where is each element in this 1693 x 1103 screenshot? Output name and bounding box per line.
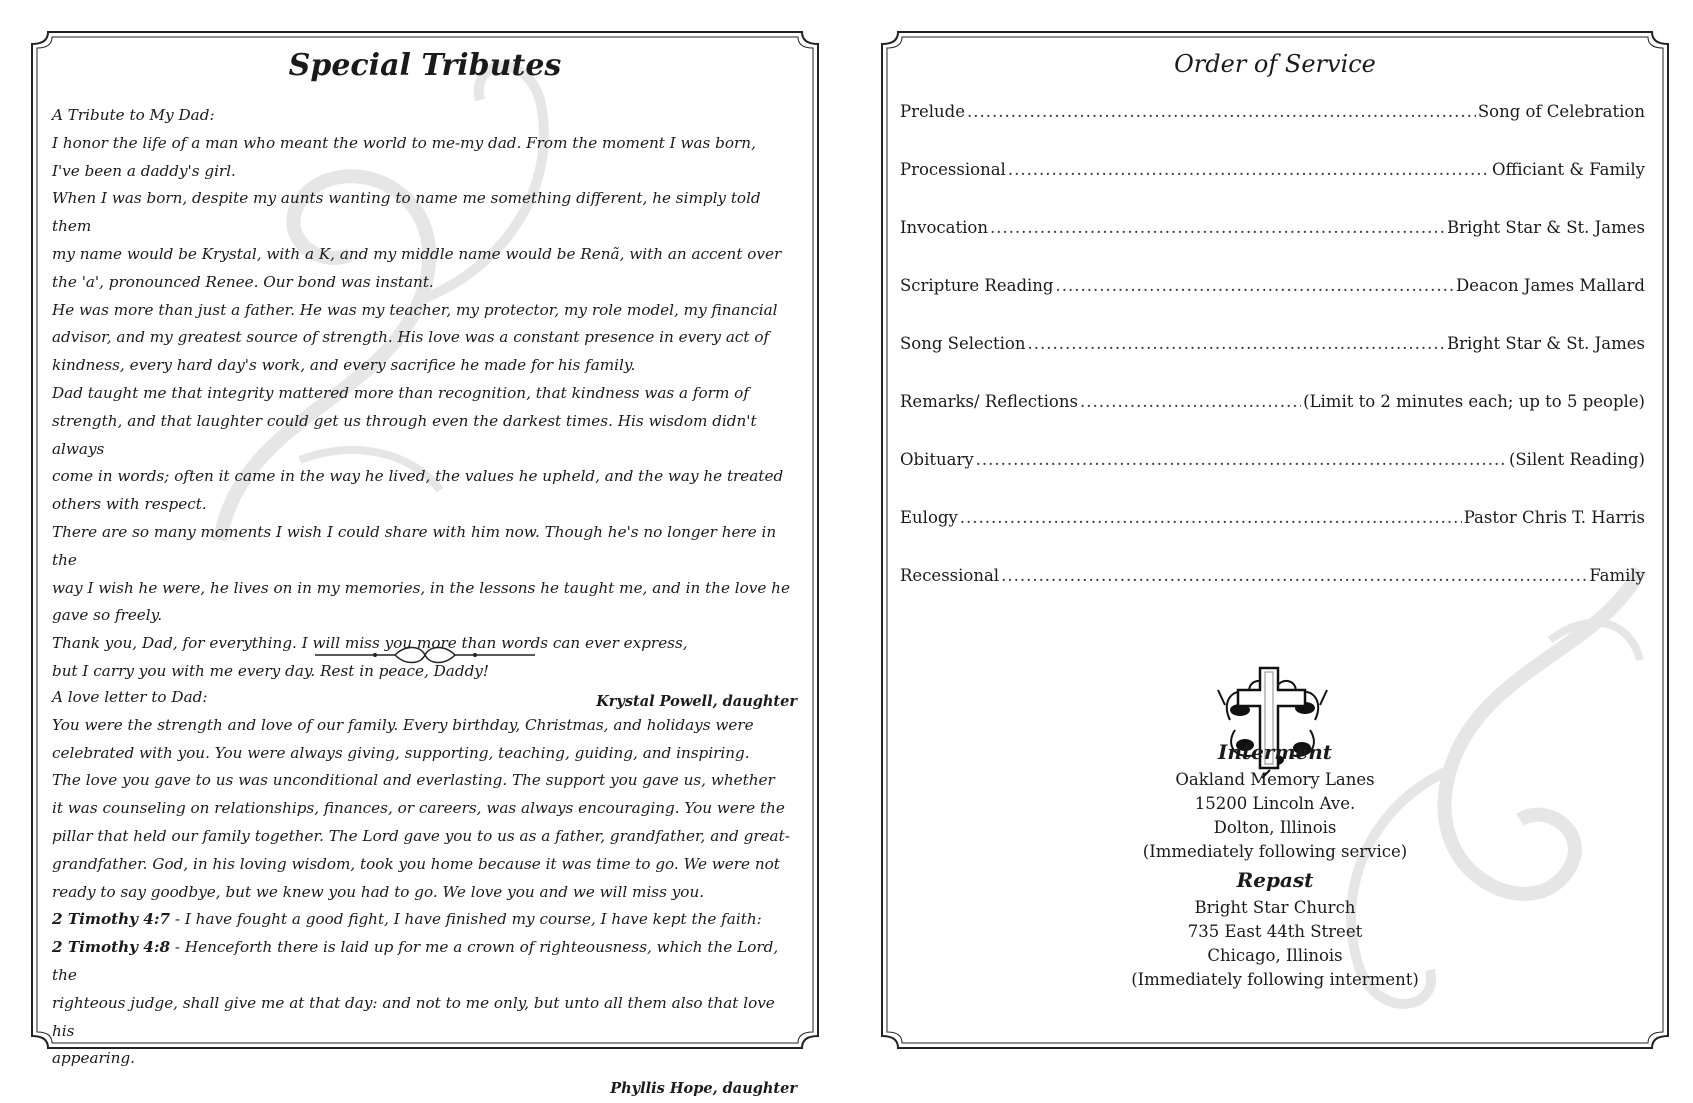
address-line: Chicago, Illinois — [1207, 946, 1343, 965]
tribute-line: the 'a', pronounced Renee. Our bond was instant. — [52, 272, 434, 291]
tribute-love-letter — [52, 684, 797, 1103]
page-title: Special Tributes — [288, 48, 562, 83]
tribute-line: it was counseling on relationships, finances, or careers, was always encouraging. You were the — [52, 799, 785, 818]
verse-reference: 2 Timothy 4:8 — [52, 938, 171, 957]
tribute-line: When I was born, despite my aunts wanting to name me something different, he simply told them — [52, 189, 761, 236]
service-item-value: Deacon James Mallard — [1455, 276, 1645, 295]
address-line: 15200 Lincoln Ave. — [1194, 794, 1356, 813]
tribute-line: gave so freely. — [52, 606, 163, 625]
service-item-label: Recessional — [900, 566, 1000, 585]
address-line: Dolton, Illinois — [1213, 818, 1337, 837]
service-item-value: Officiant & Family — [1491, 160, 1645, 179]
service-item-label: Eulogy — [900, 508, 958, 527]
tribute-line: but I carry you with me every day. Rest in peace, Daddy! — [52, 661, 489, 680]
service-item-label: Remarks/ Reflections — [900, 392, 1078, 411]
service-item-song-selection — [900, 334, 1645, 362]
service-item-value: (Limit to 2 minutes each; up to 5 people) — [1303, 392, 1645, 411]
dot-leader — [1001, 566, 1587, 585]
service-item-label: Song Selection — [900, 334, 1026, 353]
tribute-signature: Phyllis Hope, daughter — [610, 1080, 797, 1098]
tribute-line: Dad taught me that integrity mattered more than recognition, that kindness was a form of — [52, 383, 749, 402]
service-item-value: (Silent Reading) — [1508, 450, 1645, 469]
tribute-heading: A Tribute to My Dad: — [52, 106, 215, 124]
service-item-value: Bright Star & St. James — [1447, 218, 1645, 237]
dot-leader — [967, 102, 1476, 121]
tribute-heading: A love letter to Dad: — [52, 688, 208, 706]
tribute-line: I've been a daddy's girl. — [52, 161, 236, 180]
tribute-line: I honor the life of a man who meant the world to me-my dad. From the moment I was born, — [52, 133, 756, 152]
service-item-label: Scripture Reading — [900, 276, 1054, 295]
service-item-label: Prelude — [900, 102, 965, 121]
dot-leader — [1080, 392, 1301, 411]
verse-reference: 2 Timothy 4:7 — [52, 910, 171, 929]
tribute-line: grandfather. God, in his loving wisdom, took you home because it was time to go. We were not — [52, 854, 780, 873]
service-item-recessional — [900, 566, 1645, 594]
interment-title: Interment — [1217, 740, 1333, 764]
service-item-processional — [900, 160, 1645, 188]
tribute-line: There are so many moments I wish I could share with him now. Though he's no longer here in the — [52, 522, 777, 569]
service-item-eulogy — [900, 508, 1645, 536]
tribute-line: celebrated with you. You were always giving, supporting, teaching, guiding, and inspiring. — [52, 743, 750, 762]
service-item-remarks — [900, 392, 1645, 420]
special-tributes-panel — [30, 30, 820, 1098]
tribute-line: way I wish he were, he lives on in my memories, in the lessons he taught me, and in the love he — [52, 578, 790, 597]
page-title: Order of Service — [1174, 50, 1376, 78]
service-item-value: Bright Star & St. James — [1447, 334, 1645, 353]
tribute-line: ready to say goodbye, but we knew you had to go. We love you and we will miss you. — [52, 882, 705, 901]
verse-text: - I have fought a good fight, I have finished my course, I have kept the faith: — [170, 910, 762, 929]
service-item-obituary — [900, 450, 1645, 478]
dot-leader — [1028, 334, 1446, 353]
dot-leader — [960, 508, 1462, 527]
tribute-line: come in words; often it came in the way he lived, the values he upheld, and the way he treated — [52, 467, 784, 486]
dot-leader — [976, 450, 1507, 469]
verse-text: appearing. — [52, 1049, 135, 1068]
tribute-line: others with respect. — [52, 495, 207, 514]
address-line: 735 East 44th Street — [1187, 922, 1363, 941]
service-item-prelude — [900, 102, 1645, 130]
tribute-line: kindness, every hard day's work, and every sacrifice he made for his family. — [52, 356, 636, 375]
repast-address — [880, 896, 1670, 992]
dot-leader — [990, 218, 1445, 237]
tribute-line: strength, and that laughter could get us through even the darkest times. His wisdom didn't always — [52, 411, 757, 458]
service-item-scripture-reading — [900, 276, 1645, 304]
service-item-label: Invocation — [900, 218, 988, 237]
tribute-line: The love you gave to us was unconditional and everlasting. The support you gave us, whether — [52, 771, 775, 790]
tribute-signature: Krystal Powell, daughter — [596, 692, 797, 710]
dot-leader — [1055, 276, 1453, 295]
tribute-line: my name would be Krystal, with a K, and my middle name would be Renã, with an accent over — [52, 244, 782, 263]
tribute-line: He was more than just a father. He was my teacher, my protector, my role model, my financial — [52, 300, 778, 319]
address-line: (Immediately following interment) — [1131, 970, 1419, 989]
scripture-verse — [52, 906, 797, 934]
ornamental-divider — [315, 645, 535, 665]
service-item-invocation — [900, 218, 1645, 246]
tribute-dad — [52, 102, 797, 716]
interment-address — [880, 768, 1670, 864]
verse-text: - Henceforth there is laid up for me a crown of righteousness, which the Lord, the — [52, 938, 779, 984]
verse-text: righteous judge, shall give me at that day: and not to me only, but unto all them also that love his — [52, 993, 775, 1040]
tribute-line: pillar that held our family together. The Lord gave you to us as a father, grandfather, and great- — [52, 826, 790, 845]
tribute-line: Thank you, Dad, for everything. I will miss you more than words can ever express, — [52, 634, 688, 653]
dot-leader — [1008, 160, 1490, 179]
service-item-value: Family — [1589, 566, 1645, 585]
repast-title: Repast — [1236, 868, 1314, 892]
tribute-line: advisor, and my greatest source of strength. His love was a constant presence in every act of — [52, 328, 770, 347]
address-line: Bright Star Church — [1194, 898, 1356, 917]
service-item-label: Obituary — [900, 450, 974, 469]
tribute-line: You were the strength and love of our family. Every birthday, Christmas, and holidays were — [52, 715, 754, 734]
service-item-value: Pastor Chris T. Harris — [1463, 508, 1645, 527]
address-line: (Immediately following service) — [1142, 842, 1408, 861]
scripture-verse — [52, 934, 797, 990]
service-item-value: Song of Celebration — [1477, 102, 1645, 121]
address-line: Oakland Memory Lanes — [1175, 770, 1375, 789]
service-item-label: Processional — [900, 160, 1006, 179]
order-of-service-panel — [880, 30, 1670, 1050]
